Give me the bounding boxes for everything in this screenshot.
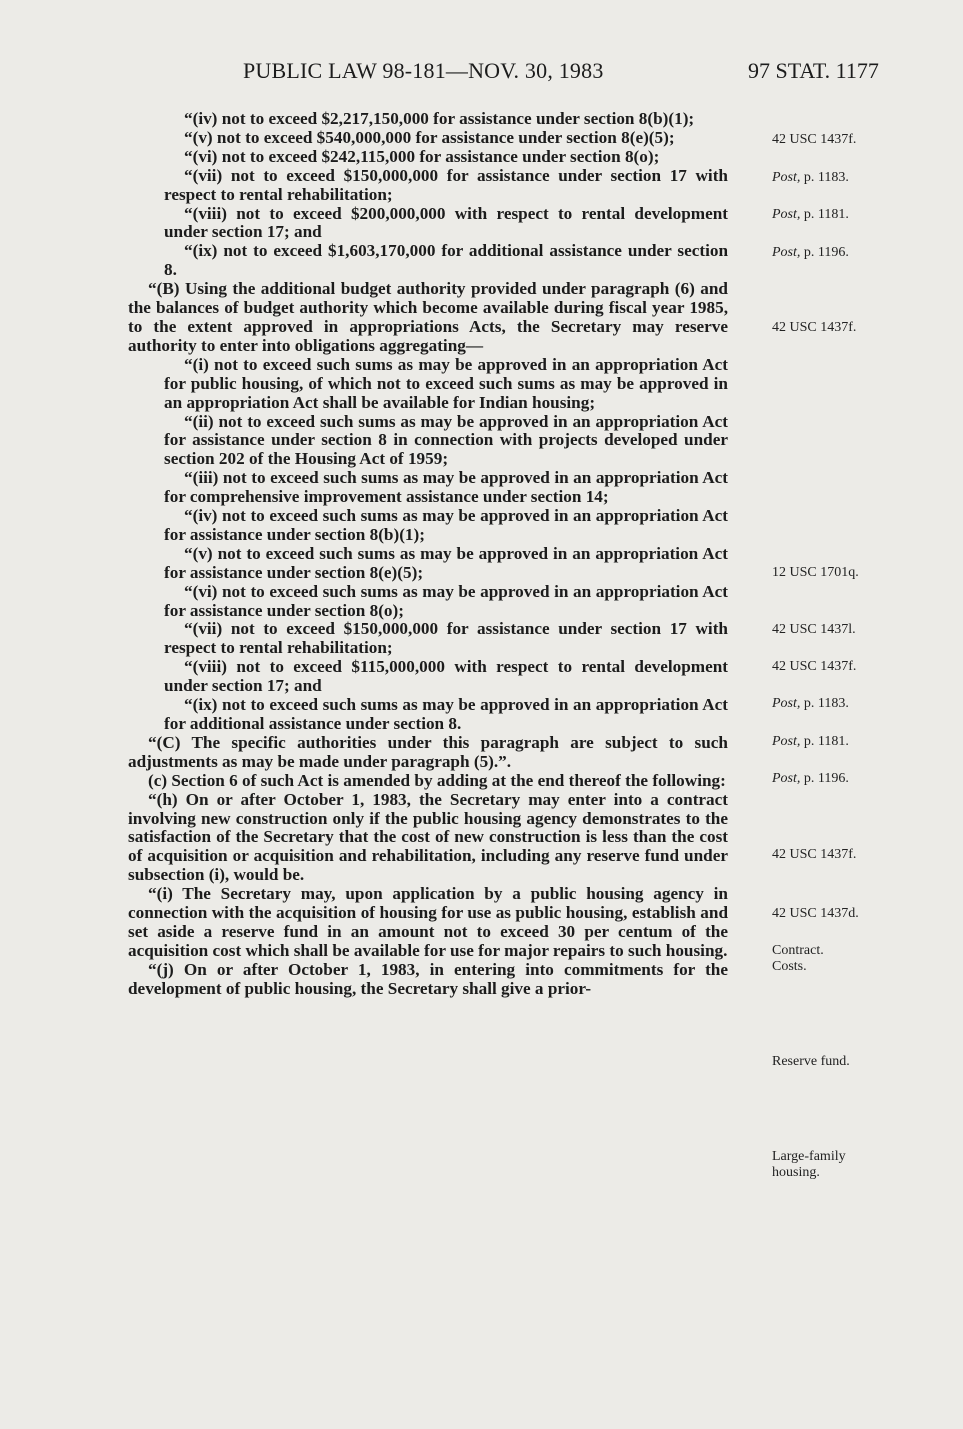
margin-note: 42 USC 1437f. [772, 659, 857, 674]
clause-b-iii: “(iii) not to exceed such sums as may be approved in an appropriation Act for comprehensive improvement assistance under section 14; [164, 468, 728, 507]
subsection-h: “(h) On or after October 1, 1983, the Secretary may enter into a contract involving new construction only if the public housing agency demonstrates to the satisfaction of the Secretary that the cost of new construction is less than the cost of acquisition or acquisition and rehabilitation, including any reserve fund under subsection (i), would be. [128, 789, 728, 885]
margin-note: Post, p. 1196. [772, 771, 849, 786]
margin-note: Post, p. 1183. [772, 170, 849, 185]
clause-b-ix: “(ix) not to exceed such sums as may be approved in an appropriation Act for additional assistance under section 8. [164, 695, 728, 733]
subparagraph-b: “(B) Using the additional budget authority provided under paragraph (6) and the balances of budget authority which become available during fiscal year 1985, to the extent approved in appropriations Acts, the Secretary may reserve authority to enter into obligations aggregating— [128, 279, 728, 355]
margin-note: 42 USC 1437f. [772, 132, 857, 147]
clause-b-ii: “(ii) not to exceed such sums as may be approved in an appropriation Act for assistance under section 8 in connection with projects developed under section 202 of the Housing Act of 1959; [164, 411, 728, 469]
clause-a-viii: “(viii) not to exceed $200,000,000 with respect to rental development under section 17; and [164, 203, 728, 242]
clause-a-vii: “(vii) not to exceed $150,000,000 for assistance under section 17 with respect to rental rehabilitation; [164, 165, 728, 204]
clause-b-i: “(i) not to exceed such sums as may be approved in an appropriation Act for public housing, of which not to exceed such sums as may be approved in an appropriation Act shall be available for Indian housing; [164, 354, 728, 412]
clause-a-ix: “(ix) not to exceed $1,603,170,000 for additional assistance under section 8. [164, 241, 728, 280]
margin-note: 12 USC 1701q. [772, 565, 859, 580]
clause-a-v: “(v) not to exceed $540,000,000 for assistance under section 8(e)(5); [184, 127, 675, 147]
margin-note: 42 USC 1437l. [772, 622, 856, 637]
page-header [0, 58, 963, 88]
clause-a-vi: “(vi) not to exceed $242,115,000 for assistance under section 8(o); [184, 146, 660, 166]
margin-note: Post, p. 1181. [772, 734, 849, 749]
margin-note: Reserve fund. [772, 1054, 850, 1069]
clause-b-vi: “(vi) not to exceed such sums as may be approved in an appropriation Act for assistance under section 8(o); [164, 581, 728, 620]
statute-page-number: 97 STAT. 1177 [748, 58, 879, 83]
margin-note: Post, p. 1181. [772, 207, 849, 222]
clause-b-vii: “(vii) not to exceed $150,000,000 for assistance under section 17 with respect to rental rehabilitation; [164, 619, 728, 658]
section-c-amendment: (c) Section 6 of such Act is amended by adding at the end thereof the following: [148, 770, 726, 790]
clause-b-v: “(v) not to exceed such sums as may be approved in an appropriation Act for assistance under section 8(e)(5); [164, 543, 728, 582]
clause-a-iv: “(iv) not to exceed $2,217,150,000 for assistance under section 8(b)(1); [184, 109, 695, 128]
margin-note: Post, p. 1183. [772, 696, 849, 711]
subparagraph-c: “(C) The specific authorities under this paragraph are subject to such adjustments as may be made under paragraph (5).”. [128, 732, 728, 771]
clause-b-viii: “(viii) not to exceed $115,000,000 with respect to rental development under section 17; and [164, 657, 728, 696]
margin-note: Large-family housing. [772, 1149, 846, 1180]
margin-note: Contract. Costs. [772, 943, 824, 974]
margin-note: 42 USC 1437f. [772, 847, 857, 862]
subsection-j: “(j) On or after October 1, 1983, in entering into commitments for the development of public housing, the Secretary shall give a prior- [128, 959, 728, 998]
margin-note: Post, p. 1196. [772, 245, 849, 260]
margin-note: 42 USC 1437f. [772, 320, 857, 335]
subsection-i: “(i) The Secretary may, upon application by a public housing agency in connection with the acquisition of housing for use as public housing, establish and set aside a reserve fund in an amount not to exceed 30 per centum of the acquisition cost which shall be available for use for major repairs to such housing. [128, 884, 728, 960]
page-title: PUBLIC LAW 98-181—NOV. 30, 1983 [243, 58, 604, 83]
margin-note: 42 USC 1437d. [772, 906, 859, 921]
clause-b-iv: “(iv) not to exceed such sums as may be approved in an appropriation Act for assistance under section 8(b)(1); [164, 506, 728, 544]
main-text [128, 110, 728, 999]
